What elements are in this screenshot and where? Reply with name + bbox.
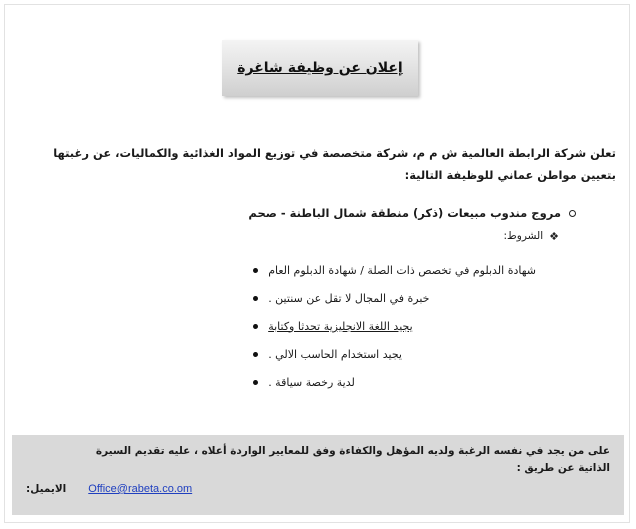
email-link[interactable]: Office@rabeta.co.om — [88, 483, 193, 495]
list-item — [253, 284, 536, 312]
bullet-dot-icon — [253, 268, 258, 273]
list-item — [253, 256, 536, 284]
job-title: مروج مندوب مبيعات (ذكر) منطقة شمال الباطنة - صحم — [248, 206, 561, 220]
bullet-dot-icon — [253, 324, 258, 329]
footer-line-1: على من يجد في نفسه الرغبة ولديه المؤهل والكفاءة وفق للمعايير الواردة أعلاه ، عليه تقديم السيرة — [95, 445, 610, 457]
list-item — [253, 312, 536, 340]
intro-paragraph — [16, 142, 616, 186]
diamond-bullet-icon: ❖ — [549, 229, 559, 243]
footer-line-2: الذاتية عن طريق : — [516, 462, 610, 474]
list-item — [253, 340, 536, 368]
conditions-label: الشروط: — [503, 230, 544, 242]
requirement-text: يجيد اللغة الانجليزية تحدثا وكتابة — [268, 319, 413, 333]
requirements-list — [253, 256, 536, 396]
requirement-text: خبرة في المجال لا تقل عن سنتين . — [268, 291, 430, 305]
title-box — [222, 40, 418, 96]
list-item — [253, 368, 536, 396]
application-footer — [12, 435, 624, 515]
bullet-dot-icon — [253, 380, 258, 385]
requirement-text: يجيد استخدام الحاسب الالي . — [268, 347, 402, 361]
conditions-heading — [504, 230, 559, 242]
requirement-text: لدية رخصة سياقة . — [268, 375, 355, 389]
intro-line-1: تعلن شركة الرابطة العالمية ش م م، شركة متخصصة في توزيع المواد الغذائية والكماليات، عن رغبتها — [53, 146, 616, 160]
email-label: الايميل: — [26, 483, 67, 495]
email-row — [26, 483, 610, 495]
circle-bullet-icon — [569, 210, 576, 217]
bullet-dot-icon — [253, 296, 258, 301]
intro-line-2: بتعيين مواطن عماني للوظيفة التالية: — [404, 168, 616, 182]
bullet-dot-icon — [253, 352, 258, 357]
job-title-item — [248, 206, 576, 220]
page-title: إعلان عن وظيفة شاغرة — [237, 60, 403, 76]
requirement-text: شهادة الدبلوم في تخصص ذات الصلة / شهادة الدبلوم العام — [268, 263, 536, 277]
